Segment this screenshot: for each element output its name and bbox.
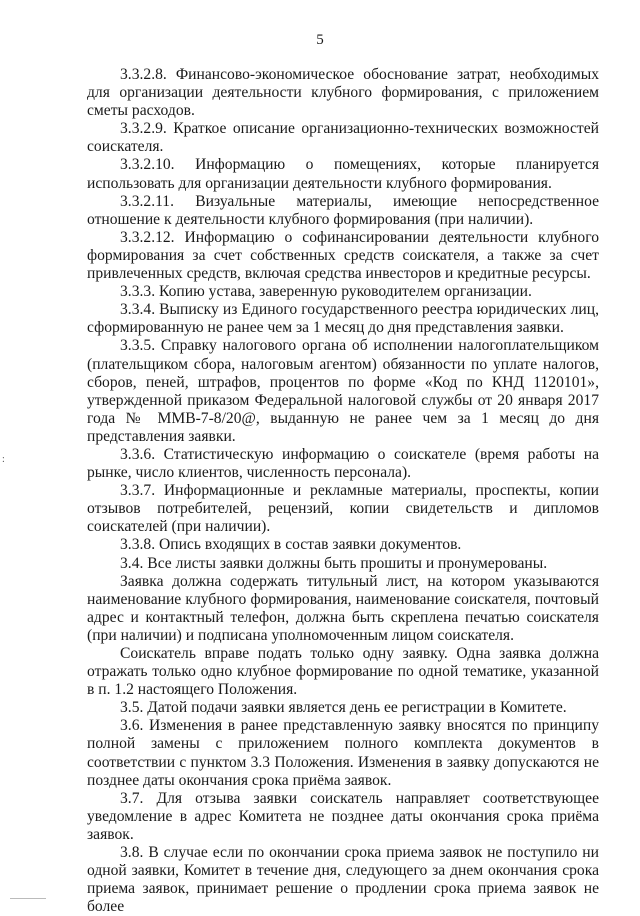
page-number: 5 <box>316 32 324 48</box>
paragraph-single-application: Соискатель вправе подать только одну заявку. Одна заявка должна отражать только одно клубное формирование по одной тематике, указанной в п. 1.2 настоящего Положения. <box>87 645 599 699</box>
paragraph-3-3-3: 3.3.3. Копию устава, заверенную руководителем организации. <box>120 283 532 301</box>
paragraph-3-3-4: 3.3.4. Выписку из Единого государственного реестра юридических лиц, сформированную не ранее чем за 1 месяц до дня представления заявки. <box>87 301 599 337</box>
paragraph-3-3-2-11: 3.3.2.11. Визуальные материалы, имеющие непосредственное отношение к деятельности клубного формирования (при наличии). <box>87 192 599 228</box>
paragraph-3-3-6: 3.3.6. Статистическую информацию о соискателе (время работы на рынке, число клиентов, численность персонала). <box>87 445 599 482</box>
paragraph-3-8: 3.8. В случае если по окончании срока приема заявок не поступило ни одной заявки, Комитет в течение дня, следующего за днем окончания срока приема заявок, принимает решение о продлении срока приема заявок не более <box>87 844 599 916</box>
paragraph-3-3-2-10: 3.3.2.10. Информацию о помещениях, которые планируется использовать для организации деятельности клубного формирования. <box>87 156 599 192</box>
paragraph-3-3-8: 3.3.8. Опись входящих в состав заявки документов. <box>120 536 462 554</box>
paragraph-3-6: 3.6. Изменения в ранее представленную заявку вносятся по принципу полной замены с приложением полного комплекта документов в соответствии с пунктом 3.3 Положения. Изменения в заявку допускаются не позднее даты окончания срока приёма заявок. <box>87 717 599 789</box>
paragraph-3-5: 3.5. Датой подачи заявки является день ее регистрации в Комитете. <box>120 699 567 717</box>
paragraph-3-3-2-8: 3.3.2.8. Финансово-экономическое обоснование затрат, необходимых для организации деятельности клубного формирования, с приложением сметы расходов. <box>87 66 599 120</box>
paragraph-title-sheet: Заявка должна содержать титульный лист, на котором указываются наименование клубного формирования, наименование соискателя, почтовый адрес и контактный телефон, должна быть скреплена печатью соискателя (при наличии) и подписана уполномоченным лицом соискателя. <box>87 572 599 644</box>
document-body <box>87 66 599 916</box>
page-edge-line <box>10 898 46 899</box>
paragraph-3-3-5: 3.3.5. Справку налогового органа об исполнении налогоплательщиком (плательщиком сбора, налоговым агентом) обязанности по уплате налогов, сборов, пеней, штрафов, процентов по форме «Код по КНД 1120101», утвержденной приказом Федеральной налоговой службы от 20 января 2017 года № ММВ-7-8/20@, выданную не ранее чем за 1 месяц до дня представления заявки. <box>87 337 599 445</box>
paragraph-3-4: 3.4. Все листы заявки должны быть прошиты и пронумерованы. <box>120 554 548 572</box>
paragraph-3-3-2-12: 3.3.2.12. Информацию о софинансировании деятельности клубного формирования за счет собственных средств соискателя, а также за счет привлеченных средств, включая средства инвесторов и кредитные ресурсы. <box>87 228 599 283</box>
paragraph-3-3-7: 3.3.7. Информационные и рекламные материалы, проспекты, копии отзывов потребителей, рецензий, копии свидетельств и дипломов соискателей (при наличии). <box>87 482 599 536</box>
paragraph-3-3-2-9: 3.3.2.9. Краткое описание организационно-технических возможностей соискателя. <box>87 120 599 156</box>
paragraph-3-7: 3.7. Для отзыва заявки соискатель направляет соответствующее уведомление в адрес Комитета не позднее даты окончания срока приёма заявок. <box>87 789 599 843</box>
margin-mark: : <box>2 454 5 465</box>
